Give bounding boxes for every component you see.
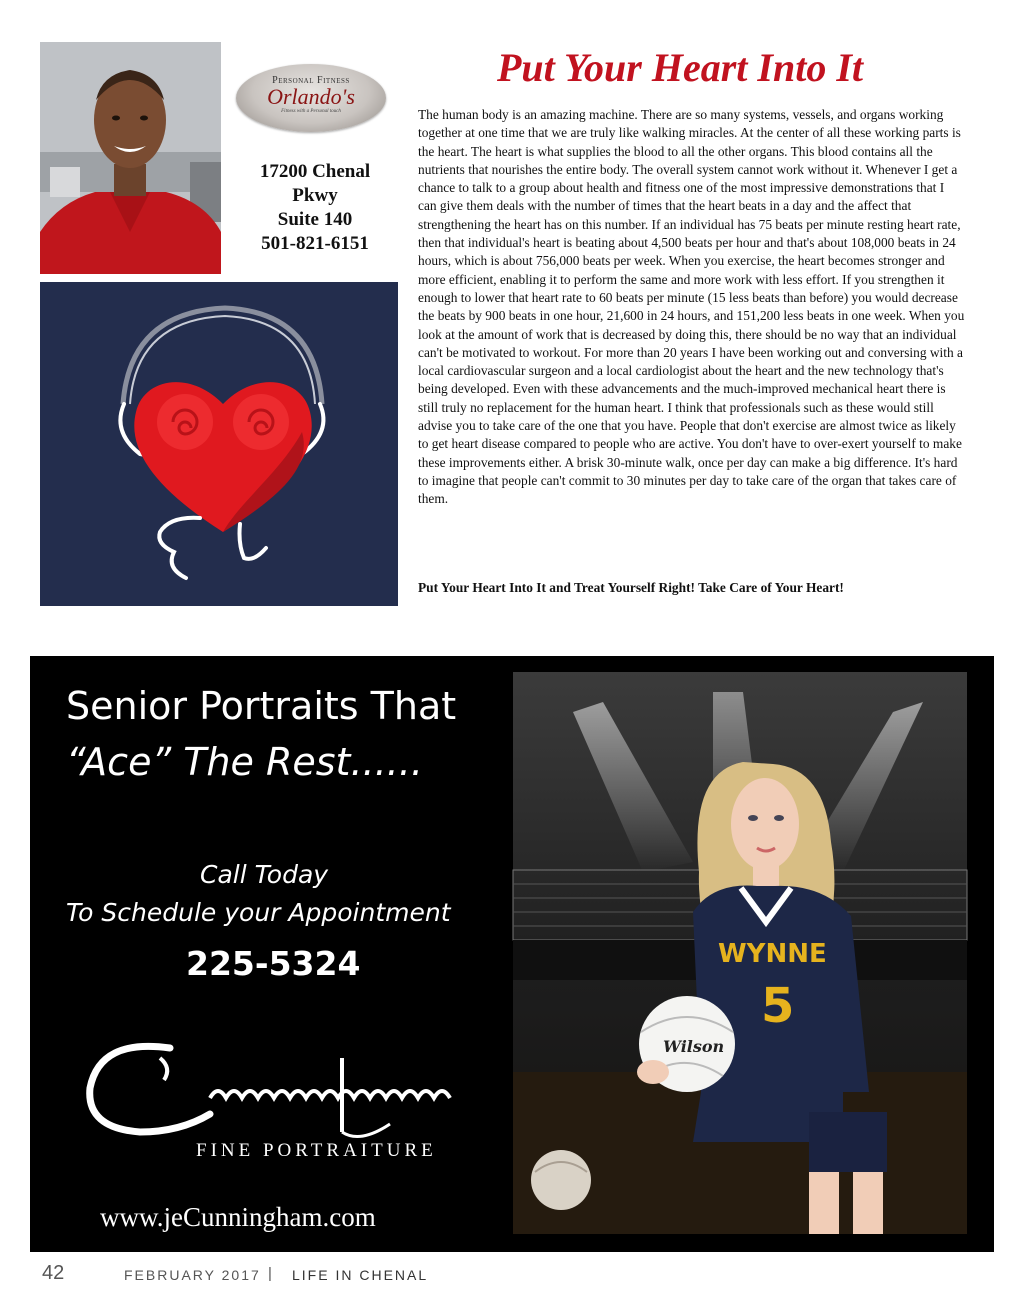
logo-line2: Orlando's (267, 84, 355, 109)
cunningham-script-logo (60, 1015, 490, 1148)
page-number: 42 (42, 1262, 65, 1284)
volleyball-player-photo (513, 672, 967, 1234)
personal-fitness-logo (236, 64, 386, 132)
issue-date: FEBRUARY 2017 (124, 1267, 261, 1283)
ad-headline-line2: “Ace” The Rest...... (66, 740, 423, 784)
jersey-number: 5 (761, 978, 795, 1034)
logo-tagline: Fitness with a Personal touch (281, 109, 341, 114)
ad-phone: 225-5324 (186, 944, 361, 983)
trainer-photo (40, 42, 221, 274)
page-footer (36, 1262, 996, 1288)
ball-brand: Wilson (663, 1037, 725, 1056)
business-address (240, 160, 390, 256)
jersey-name: WYNNE (718, 939, 827, 969)
ad-call-line2: To Schedule your Appointment (66, 898, 451, 927)
portrait-advertisement (30, 656, 994, 1252)
address-phone: 501-821-6151 (261, 233, 369, 254)
address-line1: 17200 Chenal (259, 161, 371, 182)
ad-call-line1: Call Today (200, 860, 329, 889)
ad-brand-subtitle: FINE PORTRAITURE (196, 1140, 437, 1161)
ad-headline-line1: Senior Portraits That (66, 684, 457, 728)
address-line2: Pkwy (292, 185, 338, 206)
magazine-name: LIFE IN CHENAL (292, 1267, 429, 1283)
address-line3: Suite 140 (277, 209, 353, 230)
brand-name-text: Cunningham (60, 1015, 143, 1032)
logo-line1: Personal Fitness (272, 75, 350, 86)
footer-separator: | (268, 1265, 272, 1282)
ad-website: www.jeCunningham.com (100, 1202, 376, 1232)
article-body: The human body is an amazing machine. There are so many systems, vessels, and organs working together at one time that we are truly like walking miracles. At the center of all these working parts is the heart. The heart is what supplies the blood to all the other organs. This blood contains all the nutrients that nourishes the entire body. The overall system cannot work without it. Whenever I get a chance to talk to a group about health and fitness one of the most impressive demonstrations that I can give them deals with the number of times that the heart beats in a day and the affect that strengthening the heart has on this number. If an individual has 75 beats per minute resting heart rate, then that individual's heart is beating about 4,500 beats per hour and that's about 108,000 beats in 24 hours, which is about 756,000 beats per week. When you exercise, the heart becomes stronger and more efficient, enabling it to perform the same and more work with less effort. If you strengthen it enough to lower that heart rate to 60 beats per minute (15 less beats than before) you would decrease the beats by 900 beats in one hour, 21,600 in 24 hours, and 151,200 less beats in one week. When you look at the amount of work that is decreased by doing this, there should be no way that an individual can't be motivated to workout. For more than 20 years I have been working out and conversing with a local cardiovascular surgeon and a local cardiologist about the heart and the new technology that's being developed. Even with these advancements and the much-improved mechanical heart there is still truly no replacement for the human heart. I think that professionals such as these would still advise you to take care of the one that you have. People that don't exercise are almost twice as likely to get heart disease compared to people who are active. You don't have to over-exert yourself to make these improvements either. A brisk 30-minute walk, once per day can make a big difference. It's hard to imagine that people can't commit to 30 minutes per day to take care of the organ that takes care of them. (418, 107, 965, 507)
article-title: Put Your Heart Into It (496, 45, 864, 90)
heart-illustration (40, 282, 398, 606)
article-closing: Put Your Heart Into It and Treat Yourself Right! Take Care of Your Heart! (418, 580, 844, 595)
